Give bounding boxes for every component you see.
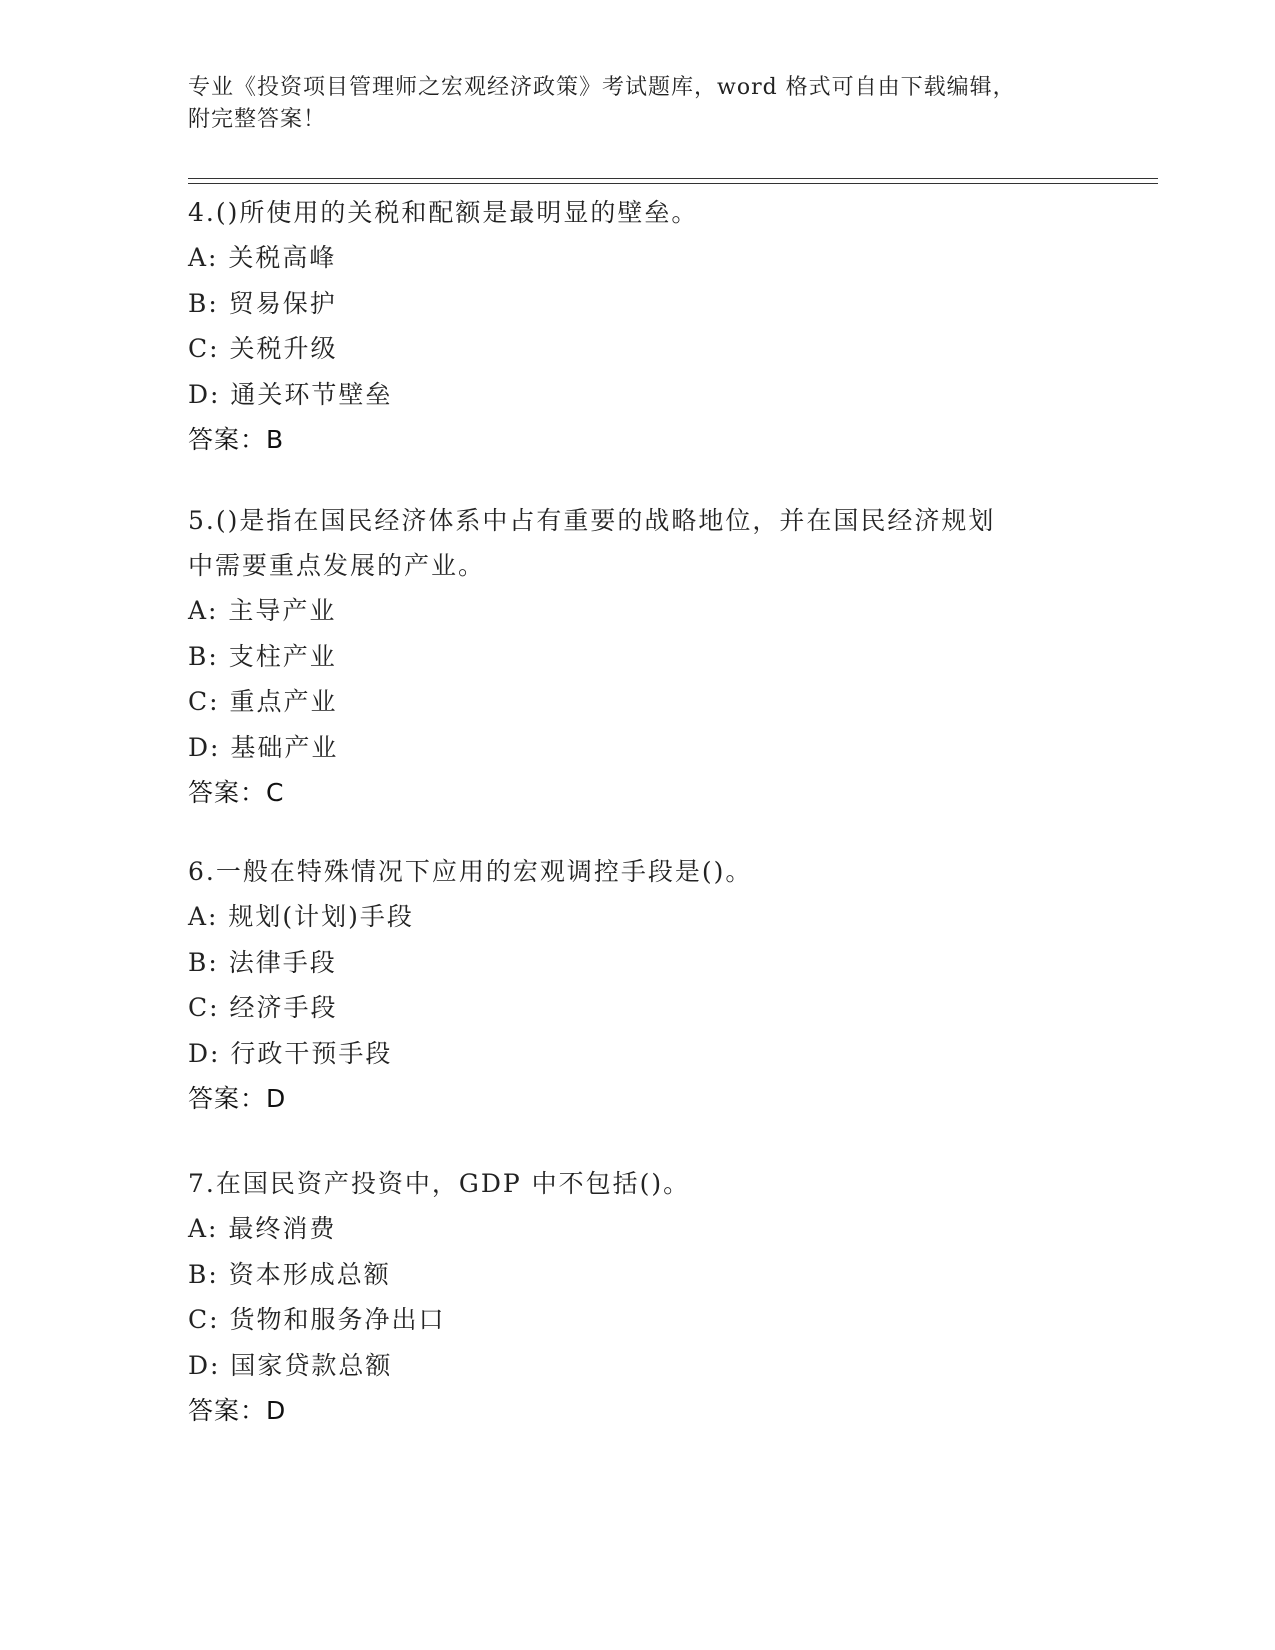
option-d: D: 国家贷款总额	[188, 1350, 393, 1380]
question-4	[188, 190, 1088, 462]
question-stem: 4.()所使用的关税和配额是最明显的壁垒。	[188, 198, 699, 227]
question-7	[188, 1161, 1088, 1433]
option-d: D: 通关环节壁垒	[188, 379, 393, 409]
option-c: C: 货物和服务净出口	[188, 1305, 446, 1334]
header-divider-top	[188, 178, 1158, 179]
option-a: A: 关税高峰	[188, 243, 337, 272]
answer-line: 答案：C	[188, 778, 285, 807]
option-c: C: 重点产业	[188, 687, 338, 716]
option-b: B: 资本形成总额	[188, 1259, 391, 1289]
answer-line: 答案：D	[188, 1396, 287, 1425]
question-6	[188, 849, 1088, 1121]
option-b: B: 支柱产业	[188, 641, 337, 671]
header-divider-bottom	[188, 183, 1158, 184]
option-d: D: 基础产业	[188, 732, 339, 762]
answer-line: 答案：D	[188, 1084, 287, 1113]
option-a: A: 最终消费	[188, 1214, 337, 1243]
option-d: D: 行政干预手段	[188, 1038, 393, 1068]
question-stem: 6.一般在特殊情况下应用的宏观调控手段是()。	[188, 857, 753, 886]
option-c: C: 经济手段	[188, 993, 338, 1022]
question-5	[188, 498, 1088, 815]
option-c: C: 关税升级	[188, 334, 338, 363]
document-intro: 专业《投资项目管理师之宏观经济政策》考试题库，word 格式可自由下载编辑， 附完整答案！	[188, 75, 1016, 132]
question-stem: 7.在国民资产投资中，GDP 中不包括()。	[188, 1169, 691, 1198]
option-a: A: 主导产业	[188, 596, 337, 625]
option-a: A: 规划(计划)手段	[188, 902, 414, 931]
option-b: B: 贸易保护	[188, 288, 337, 318]
option-b: B: 法律手段	[188, 947, 337, 977]
question-stem: 5.()是指在国民经济体系中占有重要的战略地位，并在国民经济规划 中需要重点发展的产业。	[188, 506, 996, 580]
answer-line: 答案：B	[188, 425, 285, 454]
